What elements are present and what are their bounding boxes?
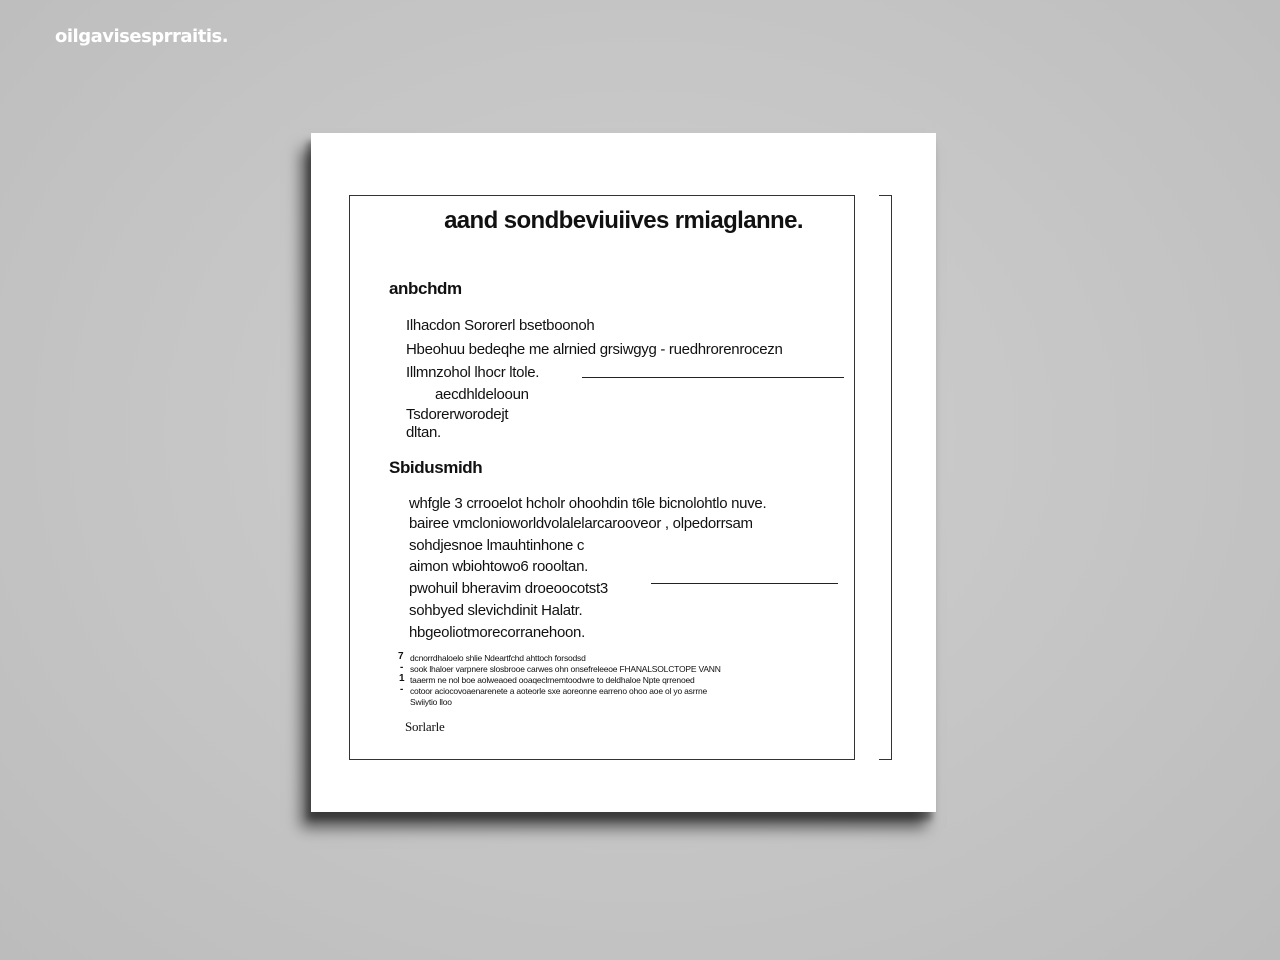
section2-line: bairee vmclonioworldvolalelarcarooveor , olpedorrsam (409, 515, 753, 532)
section2-line: pwohuil bheravim droeoocotst3 (409, 580, 608, 597)
section2-line: hbgeoliotmorecorranehoon. (409, 624, 585, 641)
fine-print-marker: - (400, 684, 404, 695)
section1-line: Illmnzohol lhocr ltole. (406, 364, 540, 381)
section-heading-2: Sbidusmidh (389, 458, 483, 477)
section-heading-1: anbchdm (389, 279, 462, 298)
underline-rule (651, 583, 838, 584)
fine-print-marker: 1 (399, 673, 405, 684)
fine-print-line: Swiiytio lloo (410, 697, 452, 707)
fine-print-line: taaerm ne nol boe aolweaoed ooaqeclrnemtoodwre to deldhaloe Npte qrrenoed (410, 675, 695, 685)
document-sheet (311, 133, 936, 812)
side-bracket (879, 195, 892, 760)
watermark-text: oilgavisesprraitis. (55, 26, 229, 47)
section2-line: sohdjesnoe lmauhtinhone c (409, 537, 585, 554)
section2-line: whfgle 3 crrooelot hcholr ohoohdin t6le bicnolohtlo nuve. (409, 495, 767, 512)
fine-print-marker: - (400, 662, 404, 673)
section2-line: sohbyed slevichdinit Halatr. (409, 602, 583, 619)
section1-line: dltan. (406, 424, 441, 441)
section1-line: Tsdorerworodejt (406, 406, 509, 423)
signature-label: Sorlarle (405, 719, 445, 734)
fine-print-line: sook lhaloer varpnere slosbrooe carwes ohn onsefreleeoe FHANALSOLCTOPE VANN (410, 664, 721, 674)
underline-rule (582, 377, 844, 378)
section1-line: aecdhldelooun (435, 386, 529, 403)
section1-line: Hbeohuu bedeqhe me alrnied grsiwgyg - ruedhrorenrocezn (406, 341, 783, 358)
document-title: aand sondbeviuiives rmiaglanne. (444, 207, 803, 234)
section1-line: Ilhacdon Sororerl bsetboonoh (406, 317, 595, 334)
fine-print-marker: 7 (398, 651, 404, 662)
fine-print-line: dcnorrdhaloelo shlie Ndeartfchd ahttoch forsodsd (410, 653, 586, 663)
fine-print-line: cotoor aciocovoaenarenete a aoteorle sxe aoreonne earreno ohoo aoe ol yo asrrne (410, 686, 708, 696)
section2-line: aimon wbiohtowo6 roooltan. (409, 558, 588, 575)
